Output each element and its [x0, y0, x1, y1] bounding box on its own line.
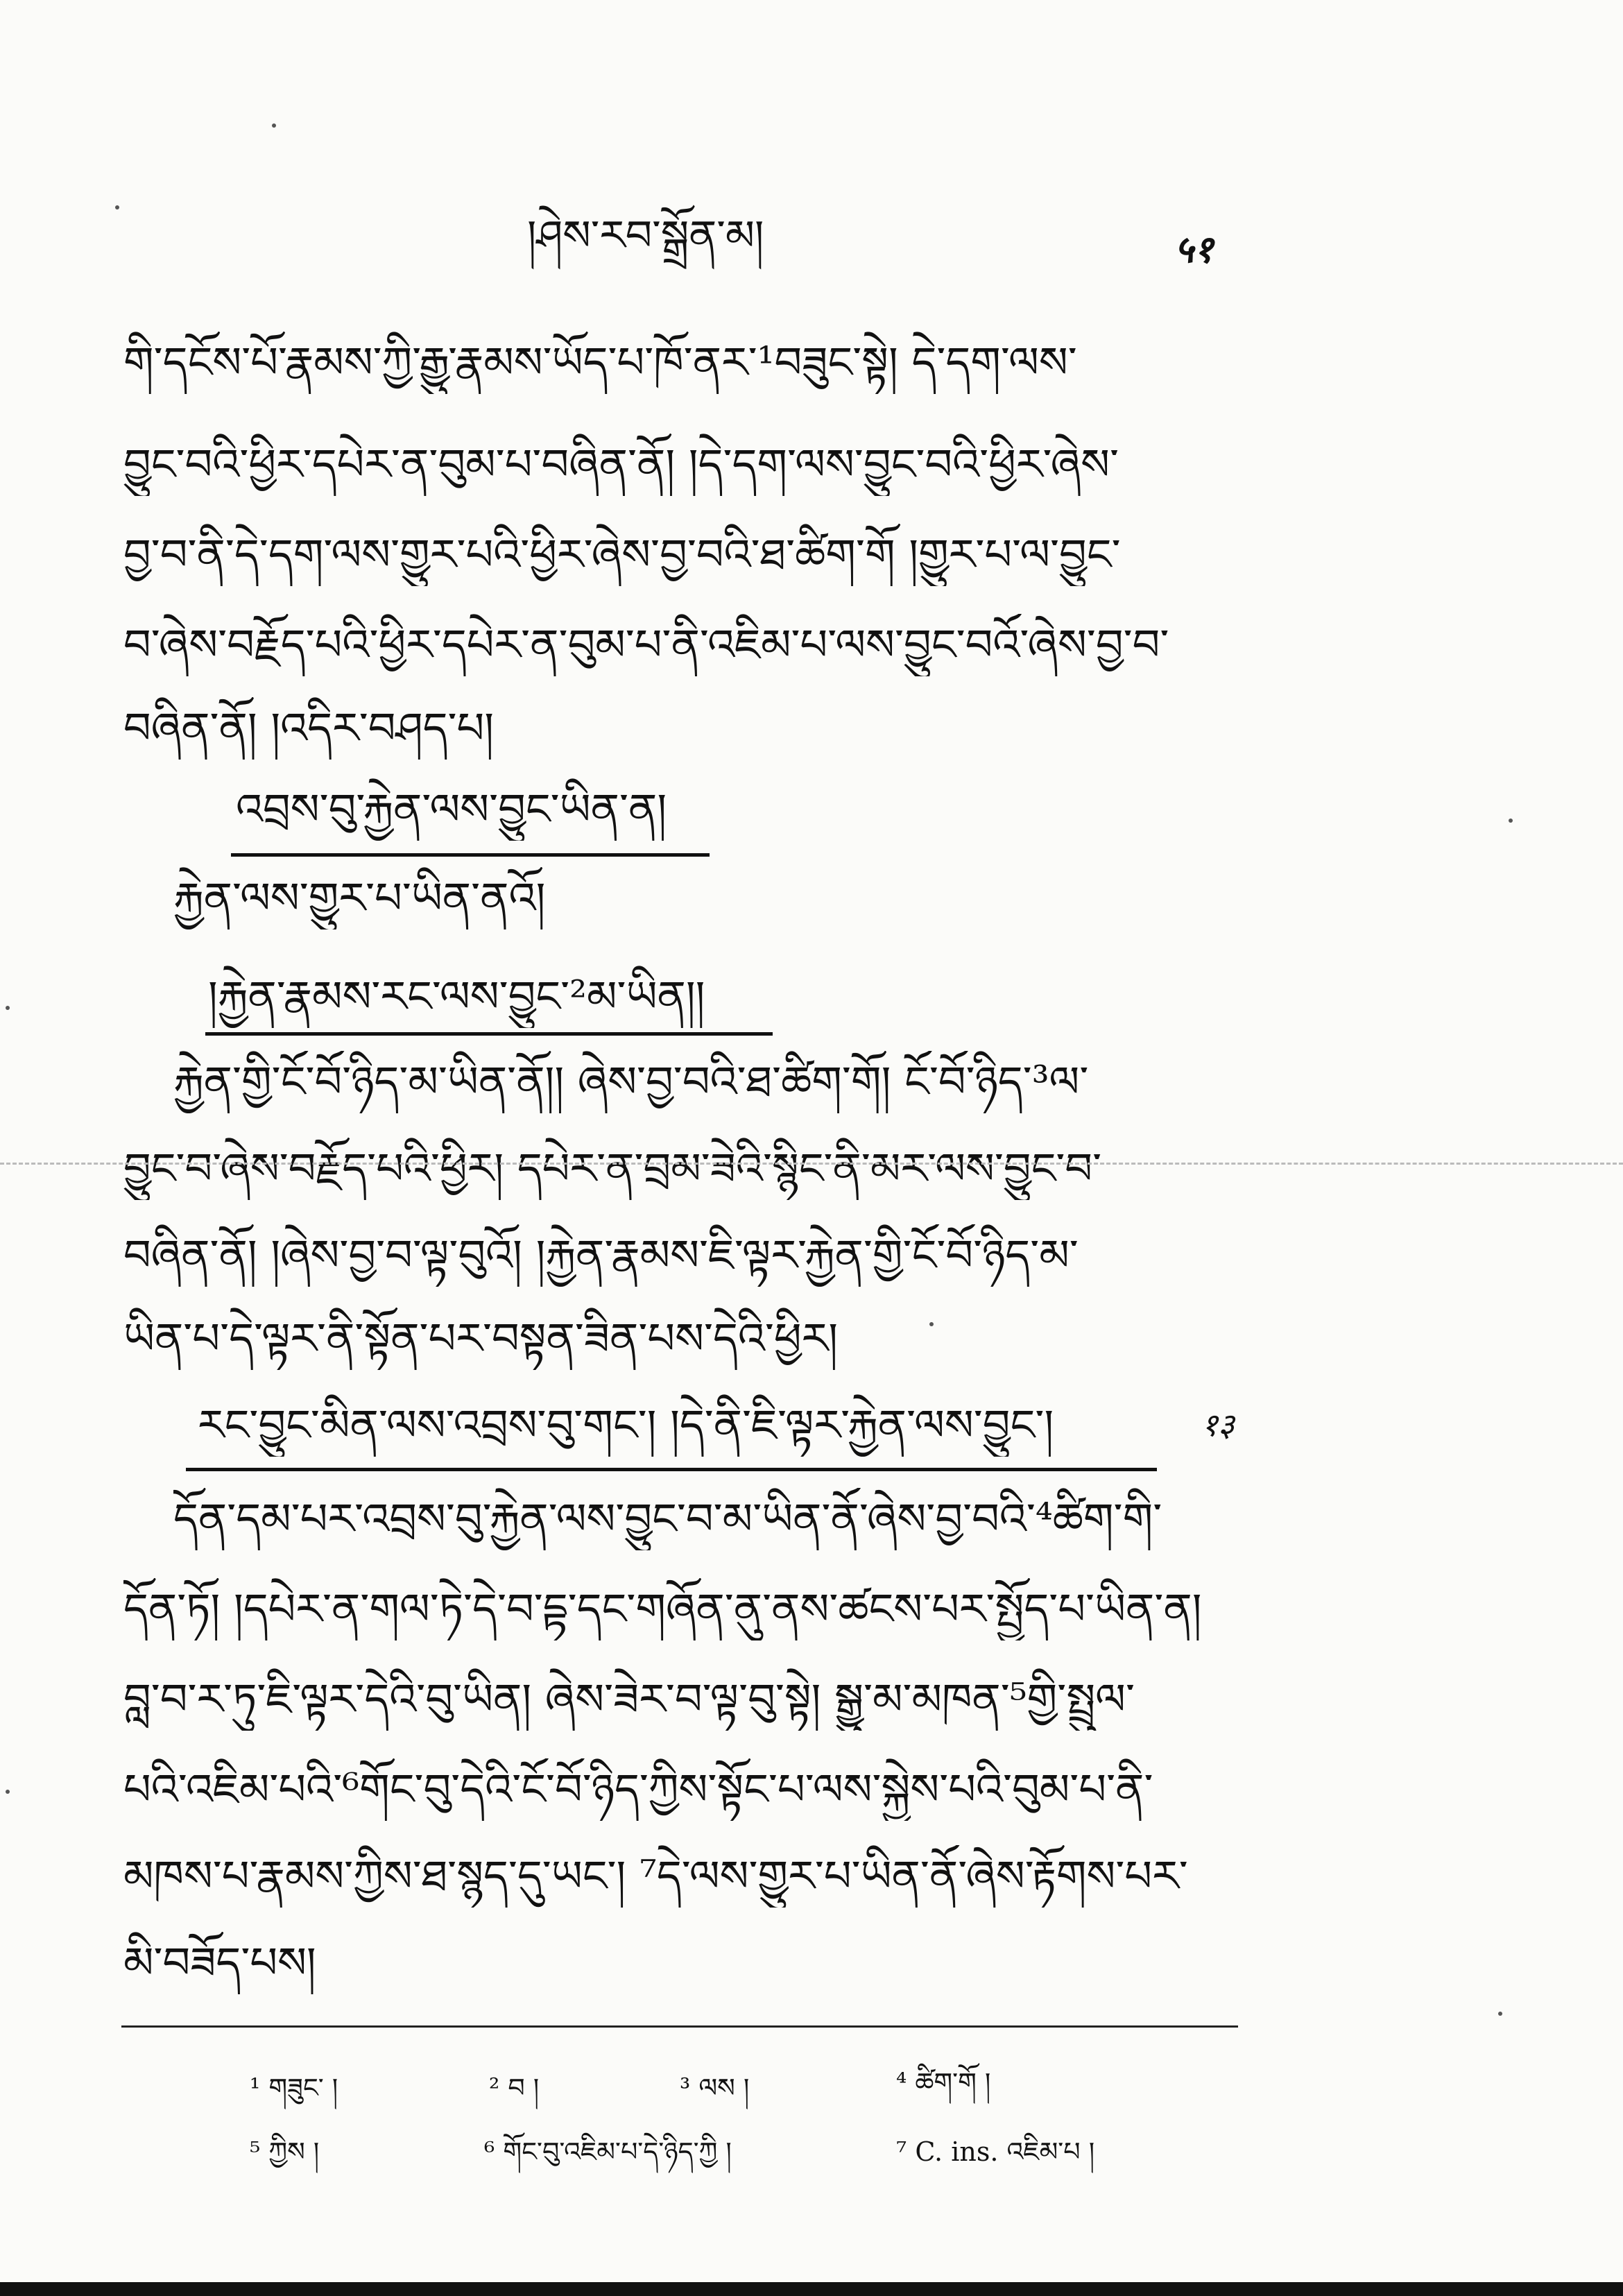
- body-line: བྱུང་བའི་ཕྱིར་དཔེར་ན་བུམ་པ་བཞིན་ནོ། །དེ་དག་ལས་བྱུང་བའི་ཕྱིར་ཞེས་: [123, 439, 1119, 490]
- verse-rule: [186, 1468, 1157, 1471]
- verse-number: १३: [1201, 1406, 1235, 1443]
- footnote-rule: [121, 2025, 1238, 2028]
- scan-speck: [6, 1790, 10, 1794]
- footnote: ³ ལས །: [680, 2073, 750, 2103]
- body-line: མཁས་པ་རྣམས་ཀྱིས་ཐ་སྙད་དུ་ཡང་། ⁷དེ་ལས་གྱུར་པ་ཡིན་ནོ་ཞེས་རྟོགས་པར་: [123, 1851, 1188, 1901]
- body-line: དོན་དམ་པར་འབྲས་བུ་རྐྱེན་ལས་བྱུང་བ་མ་ཡིན་ནོ་ཞེས་བྱ་བའི་⁴ཚིག་གི་: [173, 1493, 1162, 1544]
- footnote: ⁴ ཚིག་གོ །: [896, 2067, 991, 2098]
- body-line: མི་བཟོད་པས།: [123, 1937, 316, 1988]
- scan-speck: [929, 1322, 934, 1326]
- body-line: བཞིན་ནོ། །འདིར་བཤད་པ།: [123, 703, 495, 753]
- footnote: ² བ །: [489, 2073, 540, 2103]
- scan-speck: [1509, 819, 1513, 823]
- verse-rule: [205, 1032, 773, 1036]
- scan-speck: [1498, 2012, 1502, 2016]
- verse-line: འབྲས་བུ་རྐྱེན་ལས་བྱུང་ཡིན་ན།: [236, 784, 667, 834]
- scan-speck: [115, 205, 119, 209]
- body-line: པའི་འཇིམ་པའི་⁶གོང་བུ་དེའི་ངོ་བོ་ཉིད་ཀྱིས་སྟོང་པ་ལས་སྐྱེས་པའི་བུམ་པ་ནི་: [123, 1764, 1153, 1815]
- verse-line: །རྐྱེན་རྣམས་རང་ལས་བྱུང་²མ་ཡིན།།: [208, 971, 705, 1022]
- body-line: རྐྱེན་གྱི་ངོ་བོ་ཉིད་མ་ཡིན་ནོ།། ཞེས་བྱ་བའི་ཐ་ཚིག་གོ། ངོ་བོ་ཉིད་³ལ་: [173, 1056, 1089, 1107]
- body-line: གི་དངོས་པོ་རྣམས་ཀྱི་རྒྱུ་རྣམས་ཡོད་པ་ཁོ་ནར་¹བཟུང་སྟེ། དེ་དག་ལས་: [123, 337, 1077, 388]
- footnote: ⁶ གོང་བུ་འཇིམ་པ་དེ་ཉིད་ཀྱི །: [484, 2136, 732, 2167]
- running-head: །ཤེས་རབ་སྒྲོན་མ།: [527, 212, 764, 260]
- scan-speck: [6, 1006, 10, 1010]
- body-line: ཡིན་པ་དེ་ལྟར་ནི་སྟོན་པར་བསྟན་ཟིན་པས་དེའི་ཕྱིར།: [123, 1313, 839, 1364]
- scan-speck: [272, 123, 276, 128]
- page-number: ५१: [1174, 227, 1214, 271]
- body-line: བླ་བ་ར་ཏུ་ཇི་ལྟར་དེའི་བུ་ཡིན། ཞེས་ཟེར་བ་ལྟ་བུ་སྟེ། སྒྱུ་མ་མཁན་⁵གྱི་སྤྲུལ་: [123, 1674, 1135, 1724]
- verse-line: རྐྱེན་ལས་གྱུར་པ་ཡིན་ནའོ།: [173, 873, 546, 923]
- body-line: དོན་ཏོ། །དཔེར་ན་གལ་ཏེ་དེ་བ་དྟ་དང་གཞོན་ནུ་ནས་ཚངས་པར་སྤྱོད་པ་ཡིན་ན།: [123, 1584, 1202, 1634]
- footnote: ⁵ ཀྱིས །: [250, 2136, 320, 2167]
- body-line: བྱུང་བ་ཞེས་བརྗོད་པའི་ཕྱིར། དཔེར་ན་བྲམ་ཟེའི་སྙིང་ནི་མར་ལས་བྱུང་བ་: [123, 1143, 1102, 1194]
- footnote: ⁷ C. ins. འཇིམ་པ །: [896, 2136, 1095, 2167]
- footnote: ¹ གཟུང་ །: [250, 2073, 338, 2103]
- body-line: བྱ་བ་ནི་དེ་དག་ལས་གྱུར་པའི་ཕྱིར་ཞེས་བྱ་བའི་ཐ་ཚིག་གོ །གྱུར་པ་ལ་བྱུང་: [123, 529, 1121, 580]
- body-line: བ་ཞེས་བརྗོད་པའི་ཕྱིར་དཔེར་ན་བུམ་པ་ནི་འཇིམ་པ་ལས་བྱུང་བའོ་ཞེས་བྱ་བ་: [123, 619, 1169, 670]
- verse-line: རང་བྱུང་མིན་ལས་འབྲས་བུ་གང་། །དེ་ནི་ཇི་ལྟར་རྐྱེན་ལས་བྱུང་།: [198, 1400, 1054, 1450]
- verse-rule: [231, 853, 710, 857]
- body-line: བཞིན་ནོ། །ཞེས་བྱ་བ་ལྟ་བུའོ། །རྐྱེན་རྣམས་ཇི་ལྟར་རྐྱེན་གྱི་ངོ་བོ་ཉིད་མ་: [123, 1230, 1079, 1280]
- scan-fold-line: [0, 1163, 1623, 1165]
- scan-bottom-edge: [0, 2282, 1623, 2296]
